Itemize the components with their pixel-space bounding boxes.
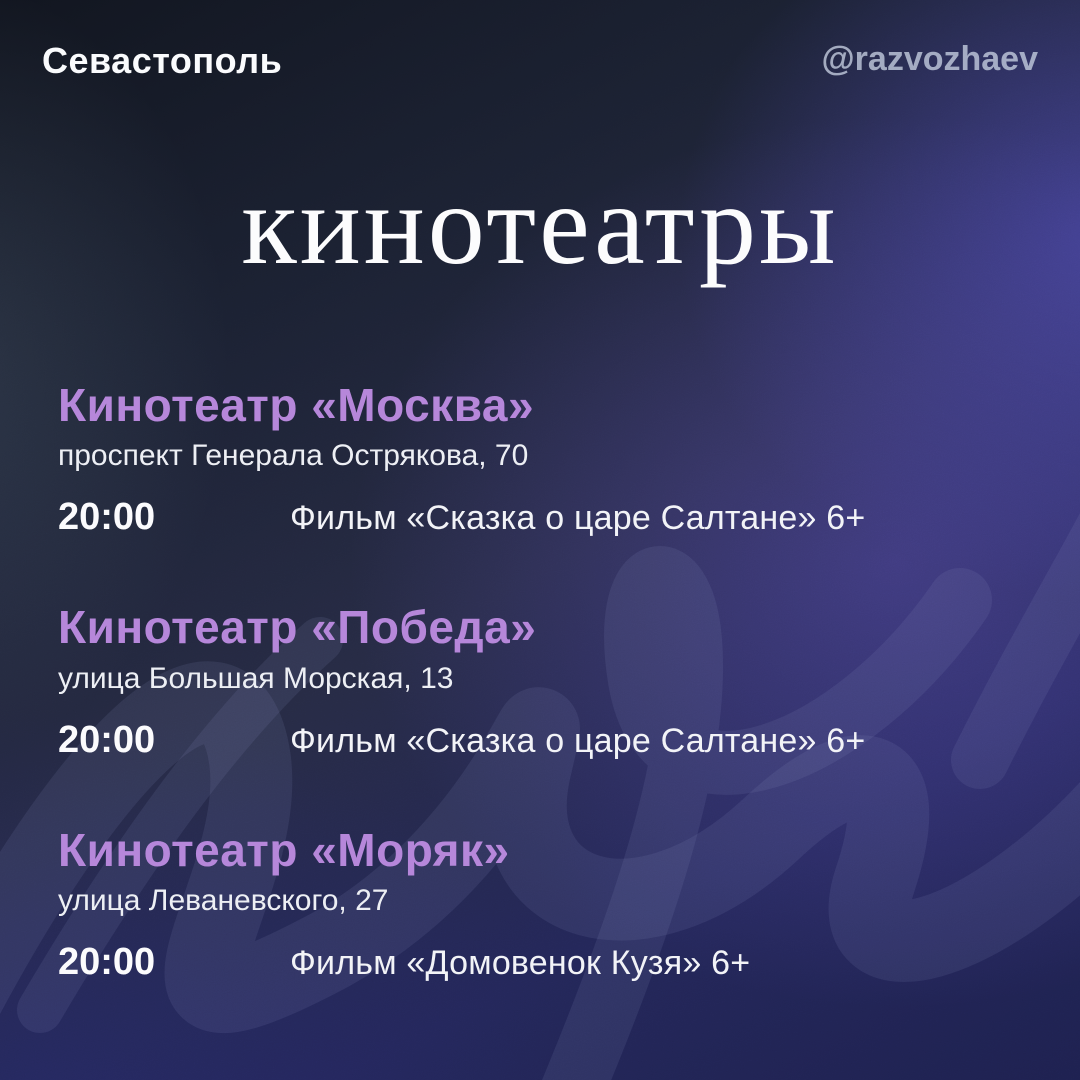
film-title: Фильм «Домовенок Кузя» 6+ — [290, 943, 751, 982]
showtime-row — [58, 719, 1030, 762]
page-title: кинотеатры — [241, 161, 839, 288]
film-title: Фильм «Сказка о царе Салтане» 6+ — [290, 499, 866, 538]
city-label: Севастополь — [42, 40, 283, 81]
cinema-section-pobeda — [58, 603, 1030, 761]
showtime: 20:00 — [58, 940, 156, 983]
film-title: Фильм «Сказка о царе Салтане» 6+ — [290, 721, 866, 760]
showtime: 20:00 — [58, 496, 156, 539]
cinema-section-moskva — [58, 381, 1030, 539]
social-handle: @razvozhaev — [821, 40, 1038, 78]
cinema-name: Кинотеатр «Моряк» — [58, 823, 510, 876]
showtime-row — [58, 941, 1030, 984]
cinema-name: Кинотеатр «Победа» — [58, 601, 537, 654]
showtime: 20:00 — [58, 718, 156, 761]
cinema-address: проспект Генерала Острякова, 70 — [58, 439, 529, 473]
cinema-address: улица Леваневского, 27 — [58, 883, 389, 917]
cinema-address: улица Большая Морская, 13 — [58, 661, 454, 695]
cinema-section-moryak — [58, 823, 1030, 984]
showtime-row — [58, 496, 1030, 539]
header — [42, 40, 1038, 82]
cinema-name: Кинотеатр «Москва» — [58, 379, 535, 431]
cinema-list — [58, 381, 1030, 1048]
